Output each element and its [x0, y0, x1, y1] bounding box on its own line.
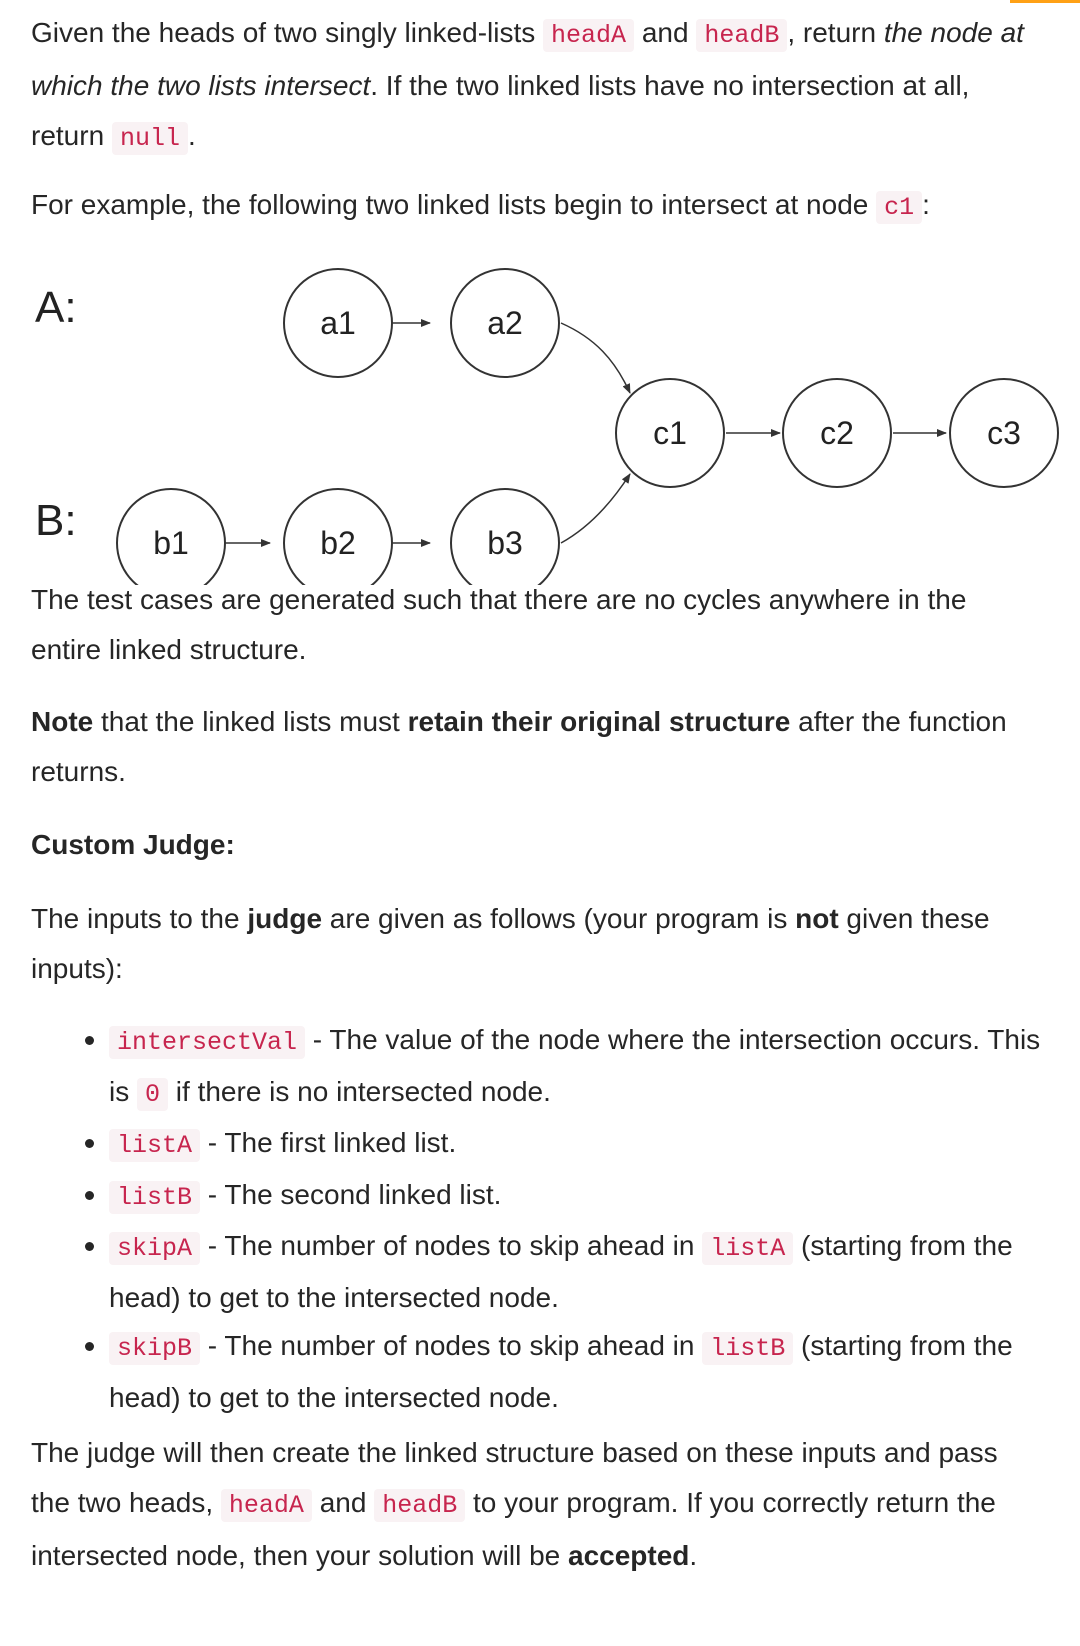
example-paragraph: For example, the following two linked lists begin to intersect at node c1 :	[31, 189, 930, 222]
node-c1-label: c1	[653, 415, 687, 451]
linked-list-diagram	[0, 240, 1080, 585]
code-null: null	[112, 122, 188, 155]
intro-paragraph: Given the heads of two singly linked-lists headA and headB , return the node at which the two lists intersect. If the two linked lists have no intersection at all, return null .	[31, 17, 1024, 153]
list-b-label: B:	[35, 496, 77, 545]
list-item: listB - The second linked list.	[109, 1171, 1049, 1223]
intro-emphasis: the node at which the two lists intersect	[31, 17, 1024, 101]
node-b1-label: b1	[153, 525, 189, 561]
final-paragraph: The judge will then create the linked structure based on these inputs and pass the two heads, headA and headB to your program. If you correctly return the intersected node, then your solution will be accepted.	[31, 1437, 998, 1571]
code-c1: c1	[876, 191, 922, 224]
list-a-label: A:	[35, 283, 77, 332]
list-item: listA - The first linked list.	[109, 1119, 1049, 1171]
judge-inputs-paragraph: The inputs to the judge are given as follows (your program is not given these inputs):	[31, 903, 990, 984]
code-headA: headA	[543, 19, 634, 52]
node-c2-label: c2	[820, 415, 854, 451]
no-cycles-paragraph: The test cases are generated such that there are no cycles anywhere in the entire linked structure.	[31, 584, 967, 665]
note-paragraph: Note that the linked lists must retain their original structure after the function returns.	[31, 706, 1007, 787]
list-item: skipA - The number of nodes to skip ahead in listA (starting from the head) to get to the intersected node.	[109, 1222, 1049, 1322]
custom-judge-heading: Custom Judge:	[31, 829, 235, 860]
code-headB: headB	[696, 19, 787, 52]
node-b3-label: b3	[487, 525, 523, 561]
edge-b3-c1	[561, 474, 630, 543]
list-item: skipB - The number of nodes to skip ahead in listB (starting from the head) to get to the intersected node.	[109, 1322, 1049, 1422]
judge-inputs-list	[109, 1016, 1049, 1422]
top-accent-bar	[1010, 0, 1080, 3]
node-b2-label: b2	[320, 525, 356, 561]
edge-a2-c1	[561, 323, 630, 393]
list-item: intersectVal - The value of the node where the intersection occurs. This is 0 if there is no intersected node.	[109, 1016, 1049, 1119]
node-a1-label: a1	[320, 305, 356, 341]
node-a2-label: a2	[487, 305, 523, 341]
node-c3-label: c3	[987, 415, 1021, 451]
